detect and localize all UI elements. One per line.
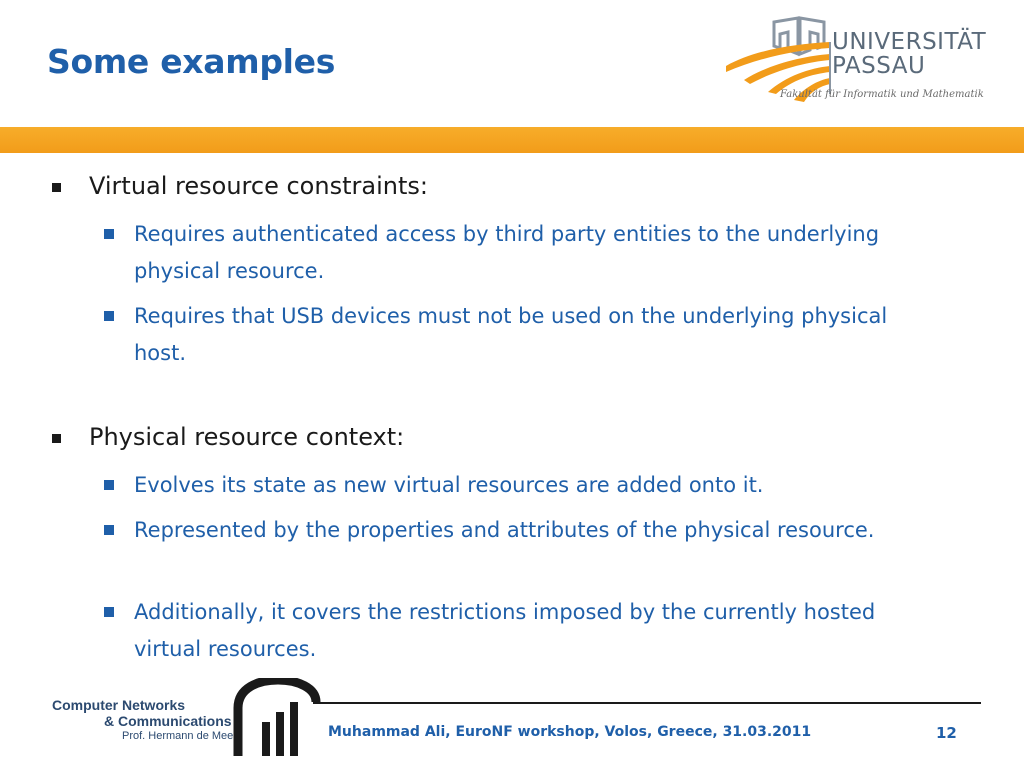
square-bullet-icon: [104, 229, 114, 239]
group-professor: Prof. Hermann de Meer: [122, 730, 237, 742]
sub-bullet-text: Requires that USB devices must not be used on the underlying physical host.: [134, 304, 888, 365]
square-bullet-icon: [104, 480, 114, 490]
square-bullet-icon: [52, 434, 61, 443]
sub-bullet-text: Evolves its state as new virtual resources are added onto it.: [134, 473, 764, 497]
sub-bullet-text: Requires authenticated access by third party entities to the underlying physical resource.: [134, 222, 880, 283]
footer-text: Muhammad Ali, EuroNF workshop, Volos, Greece, 31.03.2011: [328, 724, 812, 740]
cnc-logo-icon: [232, 678, 322, 758]
sub-bullet-text: Additionally, it covers the restrictions imposed by the currently hosted virtual resources.: [134, 600, 876, 661]
faculty-name: Fakultät für Informatik und Mathematik: [780, 89, 984, 100]
group-name-line2: & Communications: [104, 713, 232, 729]
bullet-text: Physical resource context:: [89, 423, 405, 451]
page-number: 12: [936, 724, 957, 742]
university-name: [832, 30, 986, 78]
header-band: [0, 127, 1024, 153]
square-bullet-icon: [104, 311, 114, 321]
university-name-line2: PASSAU: [832, 53, 926, 79]
university-name-line1: UNIVERSITÄT: [832, 29, 987, 55]
group-name-line1: Computer Networks: [52, 697, 186, 713]
square-bullet-icon: [52, 183, 61, 192]
square-bullet-icon: [104, 525, 114, 535]
sub-bullet-text: Represented by the properties and attributes of the physical resource.: [134, 518, 875, 542]
square-bullet-icon: [104, 607, 114, 617]
slide-title: Some examples: [47, 42, 336, 81]
footer-divider: [313, 702, 981, 704]
bullet-text: Virtual resource constraints:: [89, 172, 428, 200]
